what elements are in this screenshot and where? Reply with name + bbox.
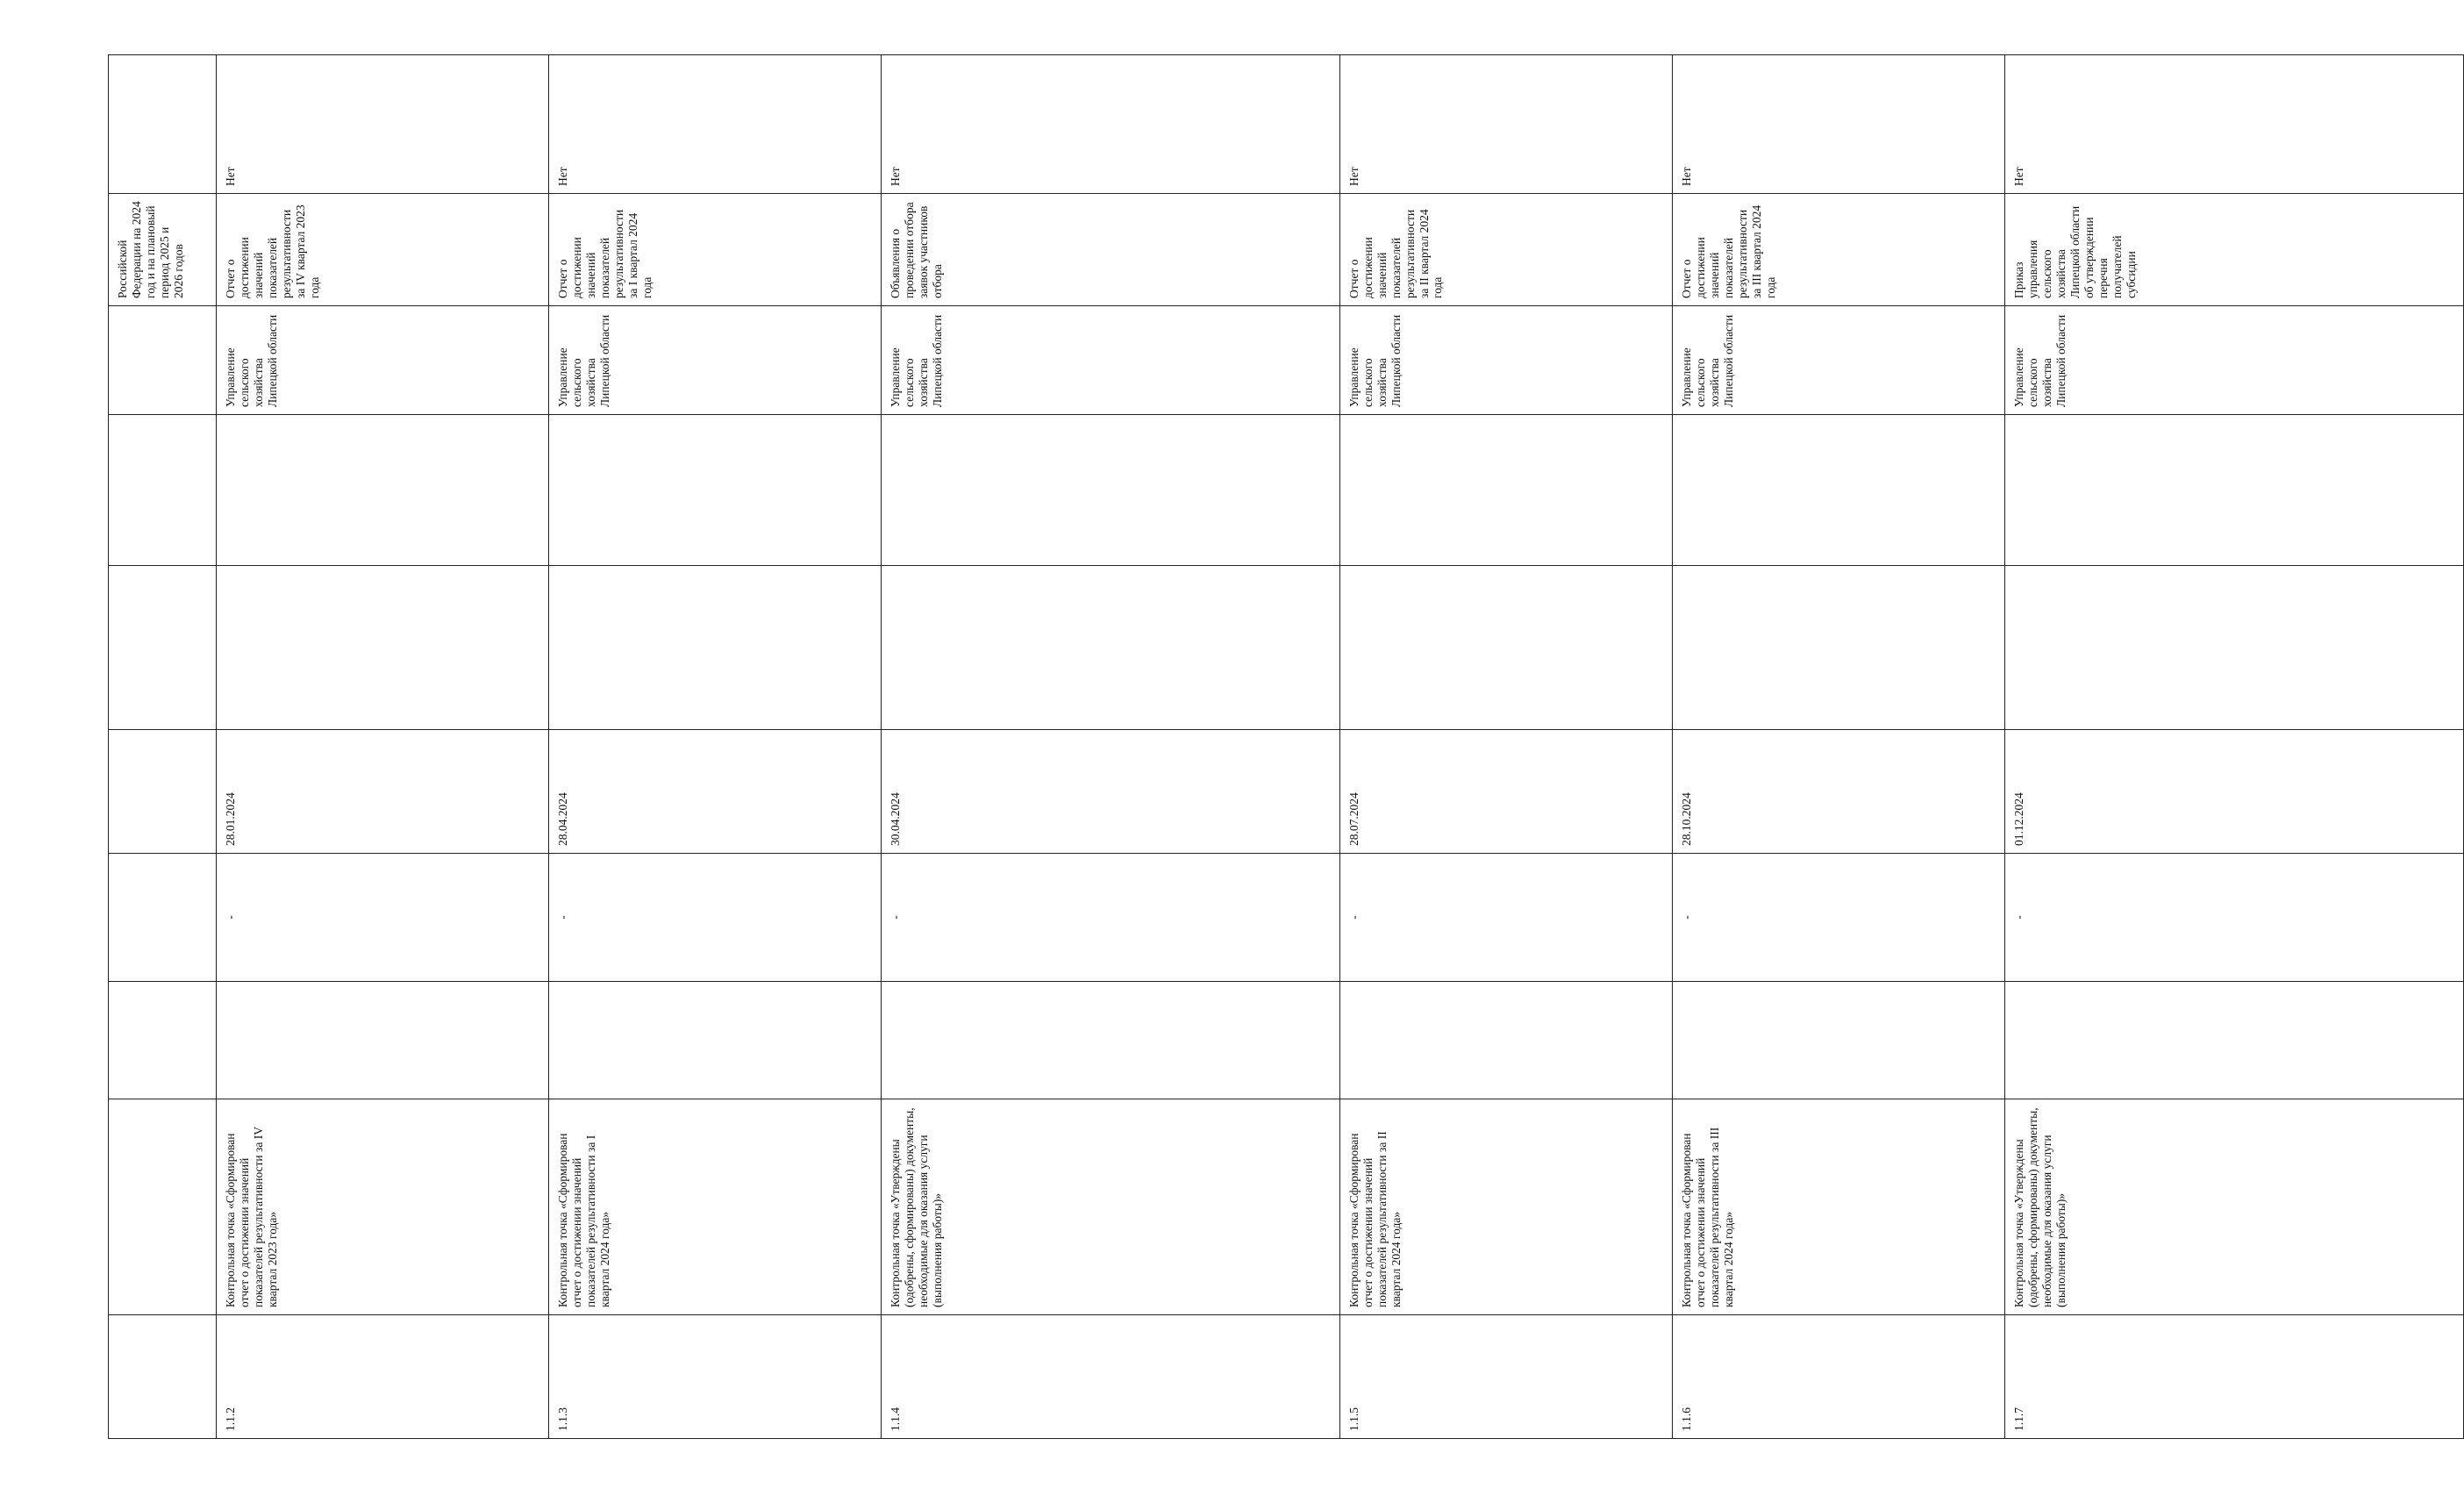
cell-number: 1.1.6 (1673, 1315, 2005, 1439)
cell-title: Контрольная точка «Сформирован отчет о достижении значений показателей результативности за IV квартал 2023 года» (217, 1099, 549, 1315)
cell-continuation-previous (109, 854, 217, 982)
cell-number: 1.1.2 (217, 1315, 549, 1439)
cell-extra-2 (1673, 415, 2005, 566)
cell-document: Отчет о достижении значений показателей результативности за IV квартал 2023 года (217, 194, 549, 306)
cell-date: 28.10.2024 (1673, 730, 2005, 854)
cell-extra-1 (549, 566, 882, 730)
cell-extra-1 (1339, 566, 1672, 730)
cell-document: Объявления о проведении отбора заявок участников отбора (882, 194, 1340, 306)
cell-responsible: Управление сельского хозяйства Липецкой области (2005, 306, 2464, 415)
cell-continuation-extra-1 (109, 566, 217, 730)
table-row (2005, 55, 2464, 1439)
cell-continuation-responsible (109, 306, 217, 415)
cell-start (1339, 982, 1672, 1099)
table-row (1673, 55, 2005, 1439)
cell-number: 1.1.4 (882, 1315, 1340, 1439)
cell-date: 28.01.2024 (217, 730, 549, 854)
cell-date: 28.04.2024 (549, 730, 882, 854)
cell-title: Контрольная точка «Сформирован отчет о достижении значений показателей результативности за I квартал 2024 года» (549, 1099, 882, 1315)
cell-extra-1 (882, 566, 1340, 730)
cell-flag: Нет (1673, 55, 2005, 194)
cell-title: Контрольная точка «Утверждены (одобрены, сформированы) документы, необходимые для оказания услуги (выполнения работы)» (2005, 1099, 2464, 1315)
cell-continuation-start (109, 982, 217, 1099)
cell-number: 1.1.5 (1339, 1315, 1672, 1439)
cell-start (2005, 982, 2464, 1099)
cell-document: Отчет о достижении значений показателей результативности за III квартал 2024 года (1673, 194, 2005, 306)
cell-flag: Нет (1339, 55, 1672, 194)
plan-table (108, 54, 2464, 1439)
cell-continuation-date (109, 730, 217, 854)
cell-document: Отчет о достижении значений показателей результативности за II квартал 2024 года (1339, 194, 1672, 306)
cell-extra-2 (549, 415, 882, 566)
cell-extra-2 (2005, 415, 2464, 566)
table-row (1339, 55, 1672, 1439)
cell-continuation-title (109, 1099, 217, 1315)
cell-title: Контрольная точка «Утверждены (одобрены, сформированы) документы, необходимые для оказания услуги (выполнения работы)» (882, 1099, 1340, 1315)
cell-start (1673, 982, 2005, 1099)
table-row (549, 55, 882, 1439)
cell-extra-1 (2005, 566, 2464, 730)
cell-extra-2 (217, 415, 549, 566)
rotated-sheet (108, 55, 2138, 1439)
cell-date: 28.07.2024 (1339, 730, 1672, 854)
cell-document: Отчет о достижении значений показателей результативности за I квартал 2024 года (549, 194, 882, 306)
cell-extra-1 (1673, 566, 2005, 730)
cell-flag: Нет (2005, 55, 2464, 194)
cell-document: Приказ управления сельского хозяйства Липецкой области об утверждении перечня получателей субсидии (2005, 194, 2464, 306)
cell-previous: - (1339, 854, 1672, 982)
cell-start (882, 982, 1340, 1099)
cell-flag: Нет (882, 55, 1340, 194)
table-row (882, 55, 1340, 1439)
cell-continuation-flag (109, 55, 217, 194)
cell-responsible: Управление сельского хозяйства Липецкой области (549, 306, 882, 415)
cell-extra-1 (217, 566, 549, 730)
cell-responsible: Управление сельского хозяйства Липецкой области (217, 306, 549, 415)
cell-start (549, 982, 882, 1099)
cell-continuation-number (109, 1315, 217, 1439)
cell-responsible: Управление сельского хозяйства Липецкой области (1673, 306, 2005, 415)
cell-extra-2 (1339, 415, 1672, 566)
cell-previous: - (549, 854, 882, 982)
cell-date: 30.04.2024 (882, 730, 1340, 854)
cell-previous: - (217, 854, 549, 982)
cell-continuation-document: Российской Федерации на 2024 год и на плановый период 2025 и 2026 годов (109, 194, 217, 306)
cell-title: Контрольная точка «Сформирован отчет о достижении значений показателей результативности за III квартал 2024 года» (1673, 1099, 2005, 1315)
cell-date: 01.12.2024 (2005, 730, 2464, 854)
cell-number: 1.1.3 (549, 1315, 882, 1439)
cell-number: 1.1.7 (2005, 1315, 2464, 1439)
cell-previous: - (1673, 854, 2005, 982)
cell-previous: - (882, 854, 1340, 982)
cell-responsible: Управление сельского хозяйства Липецкой области (882, 306, 1340, 415)
cell-flag: Нет (549, 55, 882, 194)
cell-title: Контрольная точка «Сформирован отчет о достижении значений показателей результативности за II квартал 2024 года» (1339, 1099, 1672, 1315)
cell-extra-2 (882, 415, 1340, 566)
cell-start (217, 982, 549, 1099)
table-row (217, 55, 549, 1439)
cell-responsible: Управление сельского хозяйства Липецкой области (1339, 306, 1672, 415)
cell-flag: Нет (217, 55, 549, 194)
table-row-continuation (109, 55, 217, 1439)
cell-previous: - (2005, 854, 2464, 982)
cell-continuation-extra-2 (109, 415, 217, 566)
